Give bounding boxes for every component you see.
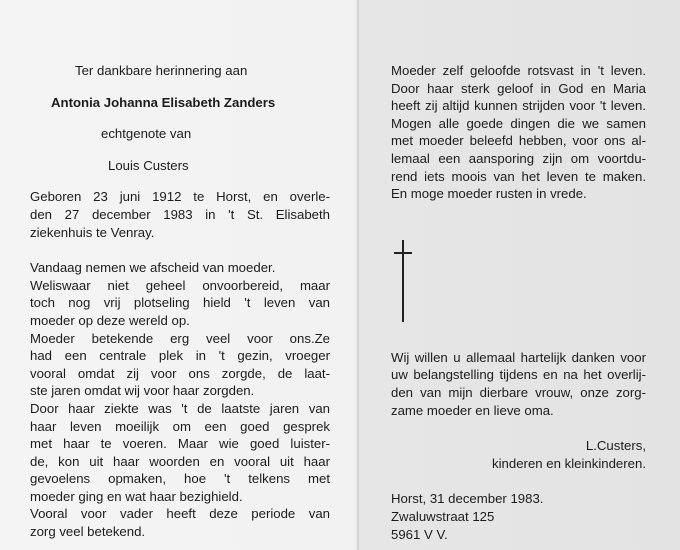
text-line: Moeder zelf geloofde rotsvast in 't leven. xyxy=(391,63,646,78)
text-line: Weliswaar niet geheel onvoorbereid, maar xyxy=(30,277,330,293)
signature-family: kinderen en kleinkinderen. xyxy=(492,455,646,471)
address-line: Horst, 31 december 1983. xyxy=(391,491,544,507)
text-line: rend iets moois van het leven te maken. xyxy=(391,168,646,184)
text-line: de, kon uit haar woorden en vooral uit haar xyxy=(30,453,330,469)
latin-cross-icon xyxy=(393,240,413,322)
text-line: Mogen alle goede dingen die we samen xyxy=(391,115,646,131)
text-line: uw belangstelling tijdens en na het overlij- xyxy=(391,367,646,383)
text-line: met moeder beleefd hebben, voor ons al- xyxy=(391,133,646,149)
thanks-paragraph xyxy=(391,349,646,419)
text-line: met haar te voeren. Maar wie goed luister- xyxy=(30,436,330,452)
text-line: den van mijn dierbare vrouw, onze zorg- xyxy=(391,384,646,400)
relation-text: echtgenote van xyxy=(101,126,192,142)
address-block xyxy=(391,490,646,543)
intro-text: Ter dankbare herinnering aan xyxy=(75,63,248,78)
text-line: Wij willen u allemaal hartelijk danken voor xyxy=(391,349,646,365)
signature-name: L.Custers, xyxy=(585,438,646,454)
text-line: zorg veel betekend. xyxy=(30,524,146,540)
deceased-name: Antonia Johanna Elisabeth Zanders xyxy=(51,94,276,110)
text-line: vooral omdat zij voor ons zorgde, de laat- xyxy=(30,365,330,381)
farewell-paragraph xyxy=(30,259,330,541)
text-line: zame moeder en lieve oma. xyxy=(391,402,554,418)
text-line: moeder ging en wat haar bezighield. xyxy=(30,488,243,504)
right-panel xyxy=(391,62,646,543)
text-line: ste jaren omdat wij voor haar zorgden. xyxy=(30,383,255,399)
text-line: Door haar sterk geloof in God en Maria xyxy=(391,80,646,96)
husband-name: Louis Custers xyxy=(108,157,189,173)
text-line: haar leven moeilijk om een goed gesprek xyxy=(30,418,330,434)
text-line: had een centrale plek in 't gezin, vroeger xyxy=(30,348,330,364)
text-line: heeft zij altijd kunnen strijden voor 't leven. xyxy=(391,98,646,114)
text-line: moeder op deze wereld op. xyxy=(30,312,190,328)
birth-paragraph xyxy=(30,188,330,241)
text-line: toch nog vrij plotseling hield 't leven van xyxy=(30,295,330,311)
text-line: lemaal een aansporing zijn om voortdu- xyxy=(391,150,646,166)
address-line: 5961 V V. xyxy=(391,526,448,542)
text-line: Vandaag nemen we afscheid van moeder. xyxy=(30,260,276,276)
text-line: ziekenhuis te Venray. xyxy=(30,224,155,240)
text-line: gevoelens opmaken, hoe 't telkens met xyxy=(30,471,330,487)
left-panel xyxy=(30,62,330,541)
faith-paragraph xyxy=(391,62,646,203)
text-line: Vooral voor vader heeft deze periode van xyxy=(30,506,330,522)
text-line: Geboren 23 juni 1912 te Horst, en overle- xyxy=(30,189,330,205)
text-line: Door haar ziekte was 't de laatste jaren van xyxy=(30,400,330,416)
card-fold-divider xyxy=(357,0,359,550)
address-line: Zwaluwstraat 125 xyxy=(391,508,495,524)
text-line: En moge moeder rusten in vrede. xyxy=(391,186,587,202)
text-line: Moeder betekende erg veel voor ons.Ze xyxy=(30,330,330,346)
text-line: den 27 december 1983 in 't St. Elisabeth xyxy=(30,206,330,222)
